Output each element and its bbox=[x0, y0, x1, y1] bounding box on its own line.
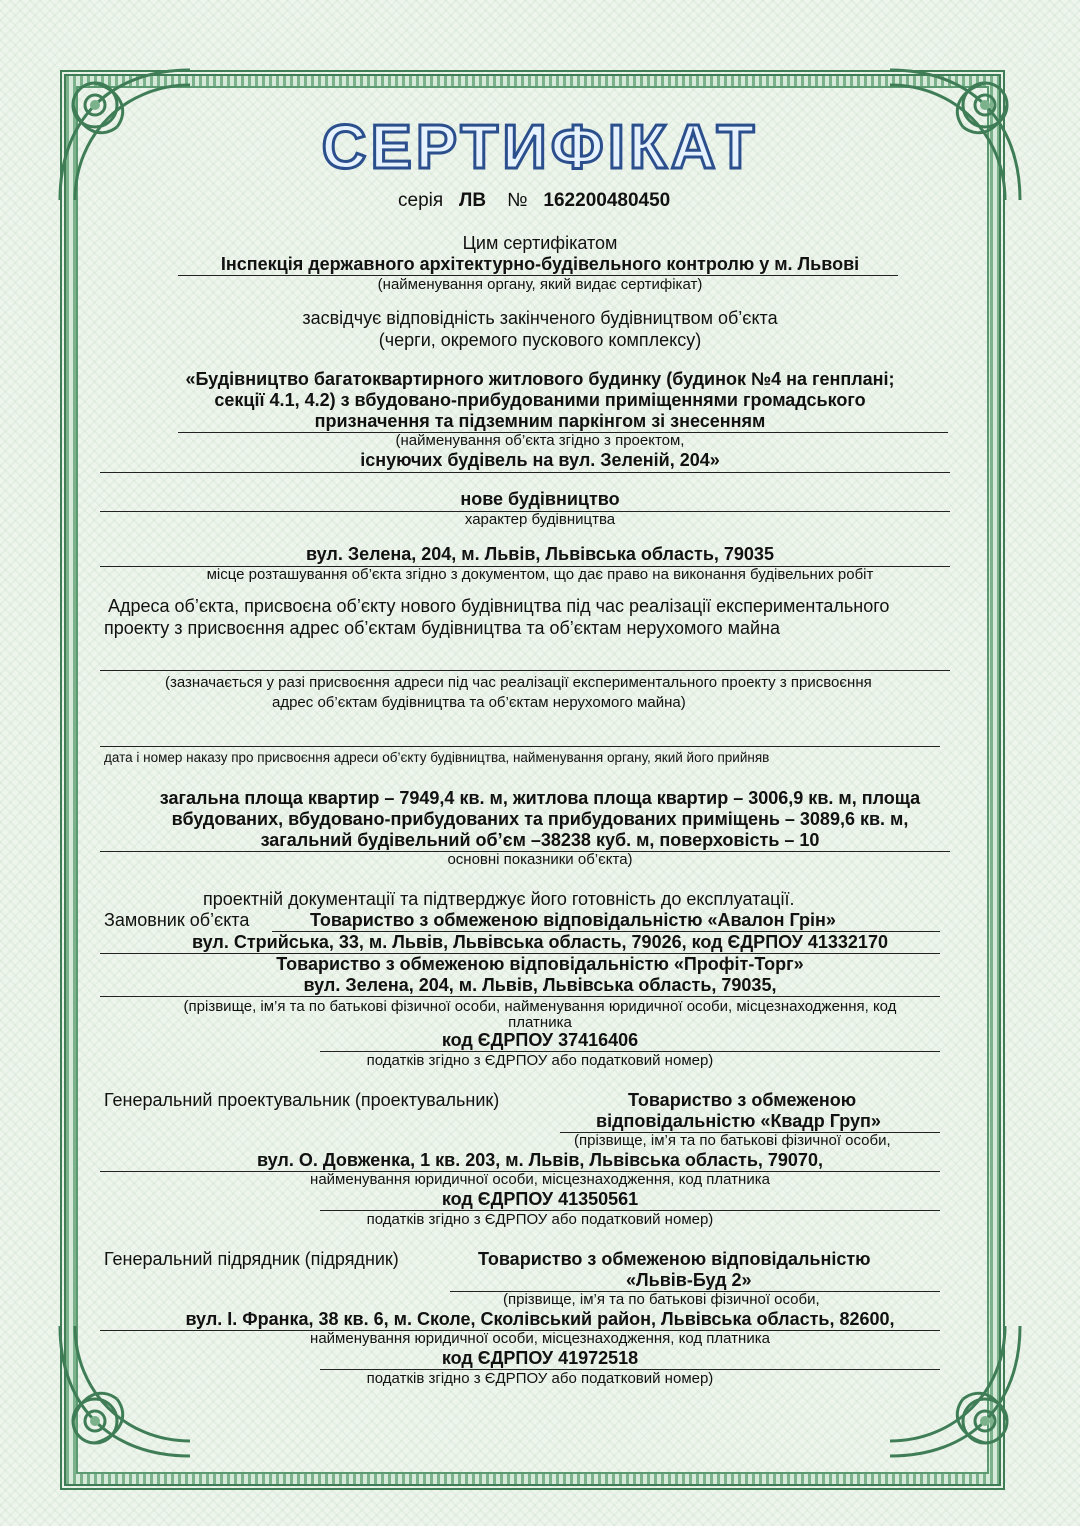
customer-line: Товариство з обмеженою відповідальністю «Профіт-Торг» bbox=[276, 954, 804, 974]
customer-line: Товариство з обмеженою відповідальністю «Авалон Грін» bbox=[310, 910, 836, 930]
customer-code: код ЄДРПОУ 37416406 bbox=[441, 1030, 639, 1050]
object-name-line: секції 4.1, 4.2) з вбудовано-прибудованими приміщеннями громадського bbox=[214, 390, 866, 410]
series-label: серія bbox=[398, 190, 444, 211]
designer-address: вул. О. Довженка, 1 кв. 203, м. Львів, Львівська область, 79070, bbox=[257, 1150, 823, 1170]
object-caption: (найменування об’єкта згідно з проектом, bbox=[395, 432, 685, 449]
intro-text: Цим сертифікатом bbox=[462, 233, 618, 253]
indicators-line: загальна площа квартир – 7949,4 кв. м, житлова площа квартир – 3006,9 кв. м, площа bbox=[159, 788, 921, 808]
object-location: вул. Зелена, 204, м. Львів, Львівська область, 79035 bbox=[306, 544, 774, 564]
address-caption-line: адрес об’єктам будівництва та об’єктам нерухомого майна) bbox=[272, 694, 686, 711]
certifies-text: засвідчує відповідність закінченого будівництвом об’єкта bbox=[302, 308, 778, 328]
construction-type-caption: характер будівництва bbox=[464, 511, 616, 528]
address-caption-line: (зазначається у разі присвоєння адреси під час реалізації експериментального проекту з присвоєння bbox=[165, 674, 872, 691]
certifies-subtext: (черги, окремого пускового комплексу) bbox=[378, 330, 702, 350]
indicators-line: загальний будівельний об’єм –38238 куб. м, поверховість – 10 bbox=[260, 830, 820, 850]
contractor-line: Товариство з обмеженою відповідальністю bbox=[478, 1249, 871, 1269]
designer-label: Генеральний проектувальник (проектувальник) bbox=[104, 1090, 500, 1110]
order-underline bbox=[100, 746, 940, 747]
designer-legal-caption: найменування юридичної особи, місцезнаходження, код платника bbox=[310, 1171, 770, 1188]
designer-person-caption: (прізвище, ім’я та по батькові фізичної особи, bbox=[574, 1132, 891, 1149]
address-note-line: проекту з присвоєння адрес об’єктам будівництва та об’єктам нерухомого майна bbox=[104, 618, 780, 638]
certificate-title: СЕРТИФІКАТ bbox=[321, 113, 759, 182]
issuer-name: Інспекція державного архітектурно-будівельного контролю у м. Львові bbox=[220, 254, 860, 274]
certificate-number: 162200480450 bbox=[543, 190, 671, 211]
issuer-caption: (найменування органу, який видає сертифікат) bbox=[377, 276, 703, 293]
indicators-caption: основні показники об’єкта) bbox=[447, 851, 633, 868]
customer-underline bbox=[100, 996, 940, 997]
location-caption: місце розташування об’єкта згідно з документом, що дає право на виконання будівельних робіт bbox=[206, 566, 874, 583]
customer-label: Замовник об’єкта bbox=[104, 910, 250, 930]
customer-caption-line: платника bbox=[508, 1014, 572, 1031]
contractor-label: Генеральний підрядник (підрядник) bbox=[104, 1249, 399, 1269]
series-line bbox=[398, 190, 670, 212]
indicators-line: вбудованих, вбудовано-прибудованих та прибудованих приміщень – 3089,6 кв. м, bbox=[171, 809, 909, 829]
designer-line: відповідальністю «Квадр Груп» bbox=[596, 1111, 881, 1131]
contractor-line: «Львів-Буд 2» bbox=[626, 1270, 752, 1290]
object-name-line: призначення та підземним паркінгом зі знесенням bbox=[314, 411, 766, 431]
address-underline bbox=[100, 670, 950, 671]
order-caption: дата і номер наказу про присвоєння адреси об’єкту будівництва, найменування органу, який його прийняв bbox=[104, 750, 770, 765]
tax-caption: податків згідно з ЄДРПОУ або податковий номер) bbox=[366, 1052, 714, 1069]
contractor-legal-caption: найменування юридичної особи, місцезнаходження, код платника bbox=[310, 1330, 770, 1347]
customer-line: вул. Стрийська, 33, м. Львів, Львівська область, 79026, код ЄДРПОУ 41332170 bbox=[192, 932, 888, 952]
object-end-underline bbox=[100, 472, 950, 473]
customer-line: вул. Зелена, 204, м. Львів, Львівська область, 79035, bbox=[303, 975, 777, 995]
readiness-text: проектній документації та підтверджує його готовність до експлуатації. bbox=[203, 889, 795, 909]
construction-type: нове будівництво bbox=[460, 489, 620, 509]
contractor-address: вул. І. Франка, 38 кв. 6, м. Сколе, Сколівський район, Львівська область, 82600, bbox=[185, 1309, 895, 1329]
object-name-end: існуючих будівель на вул. Зеленій, 204» bbox=[360, 450, 720, 470]
tax-caption: податків згідно з ЄДРПОУ або податковий номер) bbox=[366, 1370, 714, 1387]
designer-code: код ЄДРПОУ 41350561 bbox=[441, 1189, 639, 1209]
object-name-line: «Будівництво багатоквартирного житлового будинку (будинок №4 на генплані; bbox=[185, 369, 895, 389]
address-note-line: Адреса об’єкта, присвоєна об’єкту нового будівництва під час реалізації експериментального bbox=[108, 596, 890, 616]
series-value: ЛВ bbox=[459, 190, 487, 211]
customer-caption-line: (прізвище, ім’я та по батькові фізичної особи, найменування юридичної особи, місцезнаходження, код bbox=[183, 998, 897, 1015]
contractor-person-caption: (прізвище, ім’я та по батькові фізичної особи, bbox=[503, 1291, 820, 1308]
number-label: № bbox=[507, 190, 528, 211]
designer-line: Товариство з обмеженою bbox=[628, 1090, 857, 1110]
contractor-code: код ЄДРПОУ 41972518 bbox=[441, 1348, 639, 1368]
tax-caption: податків згідно з ЄДРПОУ або податковий номер) bbox=[366, 1211, 714, 1228]
